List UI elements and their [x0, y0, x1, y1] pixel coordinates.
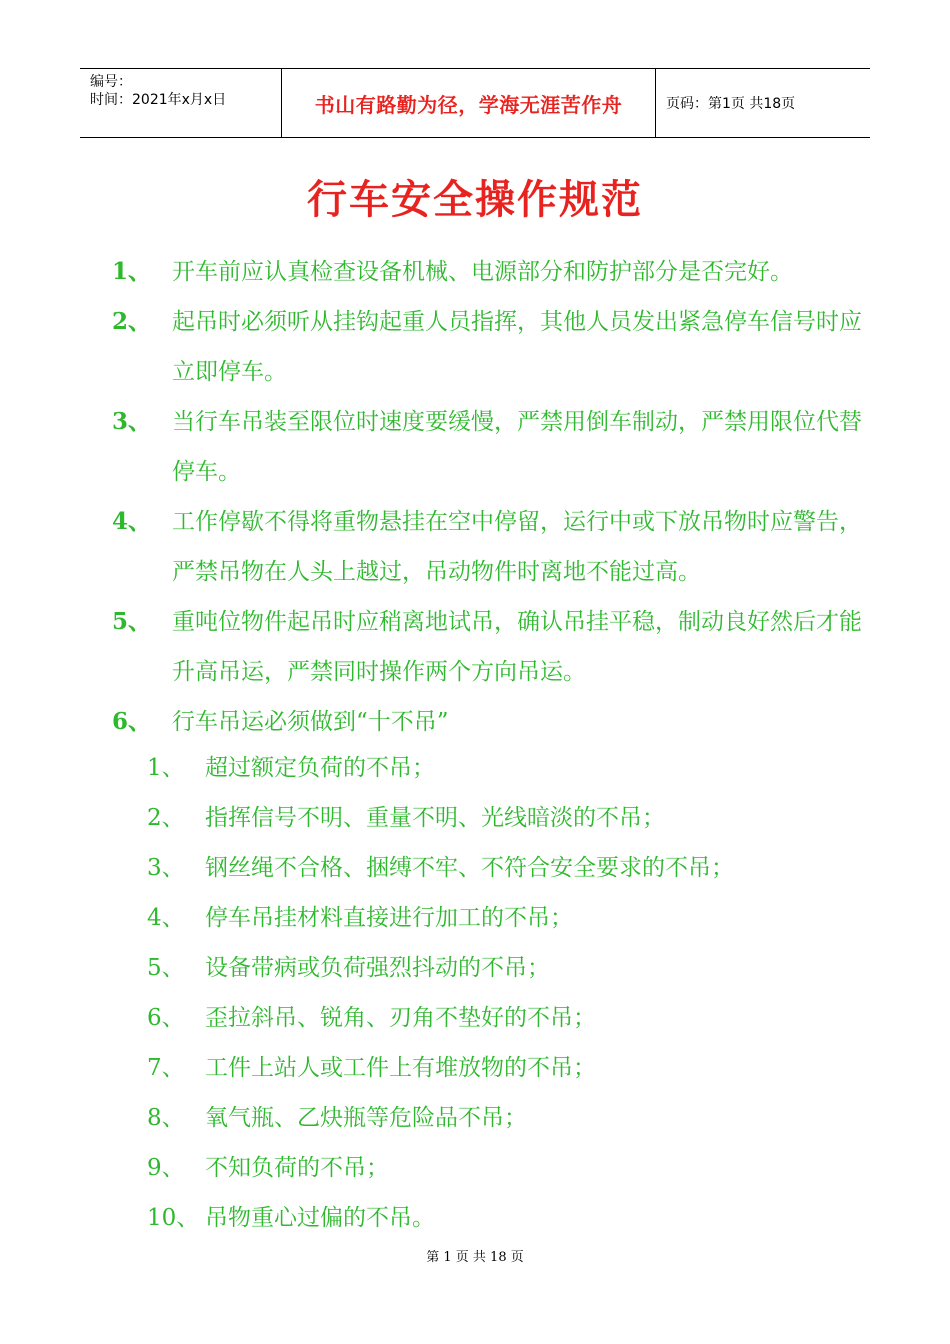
- rule-text: 当行车吊装至限位时速度要缓慢，严禁用倒车制动，严禁用限位代替停车。: [172, 409, 862, 485]
- rule-number: 5、: [112, 608, 152, 635]
- ten-no-lift-list: [147, 743, 867, 1243]
- rule-text: 起吊时必须听从挂钩起重人员指挥，其他人员发出紧急停车信号时应立即停车。: [172, 309, 862, 385]
- sub-rule-number: 5、: [147, 955, 185, 981]
- rule-number: 3、: [112, 408, 152, 435]
- rule-list: [112, 247, 872, 747]
- sub-rule-item: [147, 943, 867, 993]
- page-footer: 第 1 页 共 18 页: [426, 1250, 524, 1265]
- rule-text: 开车前应认真检查设备机械、电源部分和防护部分是否完好。: [172, 259, 793, 285]
- rule-number: 2、: [112, 308, 152, 335]
- sub-rule-number: 1、: [147, 755, 185, 781]
- sub-rule-text: 超过额定负荷的不吊；: [205, 755, 435, 781]
- sub-rule-item: [147, 1193, 867, 1243]
- rule-item: [112, 247, 872, 297]
- sub-rule-item: [147, 893, 867, 943]
- rule-item: [112, 497, 872, 597]
- sub-rule-item: [147, 793, 867, 843]
- sub-rule-item: [147, 1143, 867, 1193]
- sub-rule-text: 指挥信号不明、重量不明、光线暗淡的不吊；: [205, 805, 665, 831]
- rule-number: 6、: [112, 708, 152, 735]
- rule-item: [112, 597, 872, 697]
- rule-text: 重吨位物件起吊时应稍离地试吊，确认吊挂平稳，制动良好然后才能升高吊运，严禁同时操作两个方向吊运。: [172, 609, 862, 685]
- document-title: 行车安全操作规范: [307, 176, 643, 223]
- rule-text: 行车吊运必须做到“十不吊”: [172, 709, 449, 735]
- sub-rule-number: 3、: [147, 855, 185, 881]
- sub-rule-text: 停车吊挂材料直接进行加工的不吊；: [205, 905, 573, 931]
- sub-rule-number: 2、: [147, 805, 185, 831]
- sub-rule-item: [147, 1043, 867, 1093]
- sub-rule-number: 9、: [147, 1155, 185, 1181]
- sub-rule-item: [147, 843, 867, 893]
- sub-rule-item: [147, 743, 867, 793]
- sub-rule-number: 8、: [147, 1105, 185, 1131]
- rule-item: [112, 297, 872, 397]
- rule-item: [112, 697, 872, 747]
- sub-rule-text: 吊物重心过偏的不吊。: [205, 1205, 435, 1231]
- time-label: 时间：2021年x月x日: [90, 92, 227, 108]
- sub-rule-text: 歪拉斜吊、锐角、刃角不垫好的不吊；: [205, 1005, 596, 1031]
- header-table: [80, 68, 870, 138]
- motto: 书山有路勤为径，学海无涯苦作舟: [282, 69, 656, 137]
- rule-item: [112, 397, 872, 497]
- header-meta-cell: [80, 69, 282, 137]
- sub-rule-item: [147, 993, 867, 1043]
- code-label: 编号：: [90, 74, 132, 90]
- rule-number: 4、: [112, 508, 152, 535]
- sub-rule-number: 10、: [147, 1205, 200, 1231]
- rule-number: 1、: [112, 258, 152, 285]
- rule-text: 工作停歇不得将重物悬挂在空中停留，运行中或下放吊物时应警告，严禁吊物在人头上越过，吊动物件时离地不能过高。: [172, 509, 862, 585]
- sub-rule-text: 钢丝绳不合格、捆缚不牢、不符合安全要求的不吊；: [205, 855, 734, 881]
- sub-rule-text: 不知负荷的不吊；: [205, 1155, 389, 1181]
- sub-rule-number: 7、: [147, 1055, 185, 1081]
- sub-rule-text: 设备带病或负荷强烈抖动的不吊；: [205, 955, 550, 981]
- sub-rule-text: 工件上站人或工件上有堆放物的不吊；: [205, 1055, 596, 1081]
- page-info: 页码：第1页 共18页: [666, 96, 796, 112]
- sub-rule-number: 4、: [147, 905, 185, 931]
- sub-rule-number: 6、: [147, 1005, 185, 1031]
- sub-rule-text: 氧气瓶、乙炔瓶等危险品不吊；: [205, 1105, 527, 1131]
- sub-rule-item: [147, 1093, 867, 1143]
